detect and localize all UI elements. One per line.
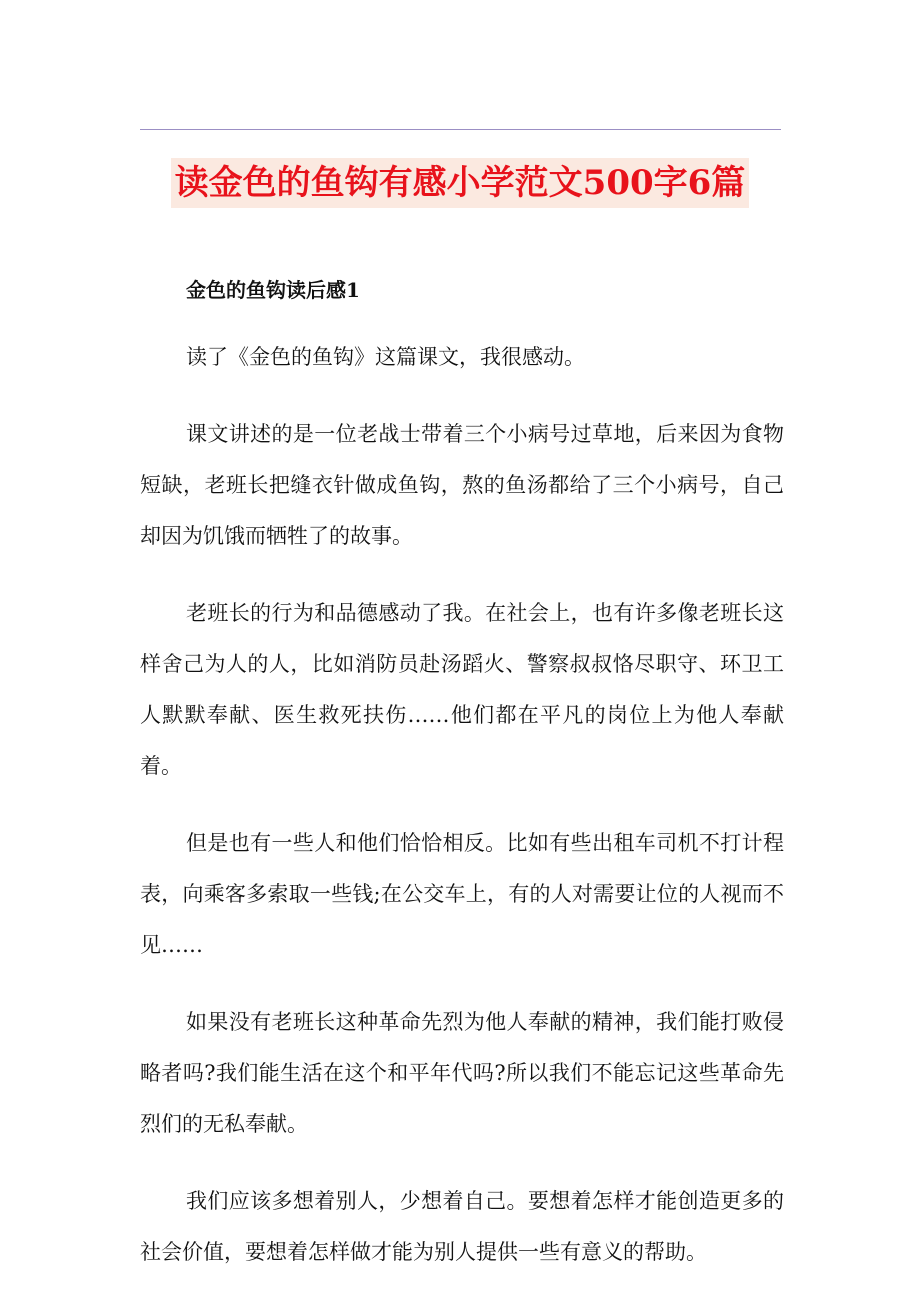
paragraph-5: 如果没有老班长这种革命先烈为他人奉献的精神，我们能打败侵略者吗?我们能生活在这个和平年代吗?所以我们不能忘记这些革命先烈们的无私奉献。	[140, 1010, 784, 1136]
section-heading: 金色的鱼钩读后感1	[186, 278, 360, 302]
title-block	[0, 158, 920, 208]
paragraph-3: 老班长的行为和品德感动了我。在社会上，也有许多像老班长这样舍己为人的人，比如消防员赴汤蹈火、警察叔叔恪尽职守、环卫工人默默奉献、医生救死扶伤……他们都在平凡的岗位上为他人奉献着。	[140, 601, 784, 778]
paragraph-4: 但是也有一些人和他们恰恰相反。比如有些出租车司机不打计程表，向乘客多索取一些钱;在公交车上，有的人对需要让位的人视而不见……	[140, 831, 784, 957]
paragraph-2: 课文讲述的是一位老战士带着三个小病号过草地，后来因为食物短缺，老班长把缝衣针做成鱼钩，熬的鱼汤都给了三个小病号，自己却因为饥饿而牺牲了的故事。	[140, 422, 784, 548]
header-rule	[140, 129, 781, 130]
paragraph-1: 读了《金色的鱼钩》这篇课文，我很感动。	[186, 345, 585, 369]
paragraph-6: 我们应该多想着别人，少想着自己。要想着怎样才能创造更多的社会价值，要想着怎样做才能为别人提供一些有意义的帮助。	[140, 1189, 784, 1264]
document-body	[140, 270, 784, 1304]
document-title: 读金色的鱼钩有感小学范文500字6篇	[171, 158, 750, 208]
